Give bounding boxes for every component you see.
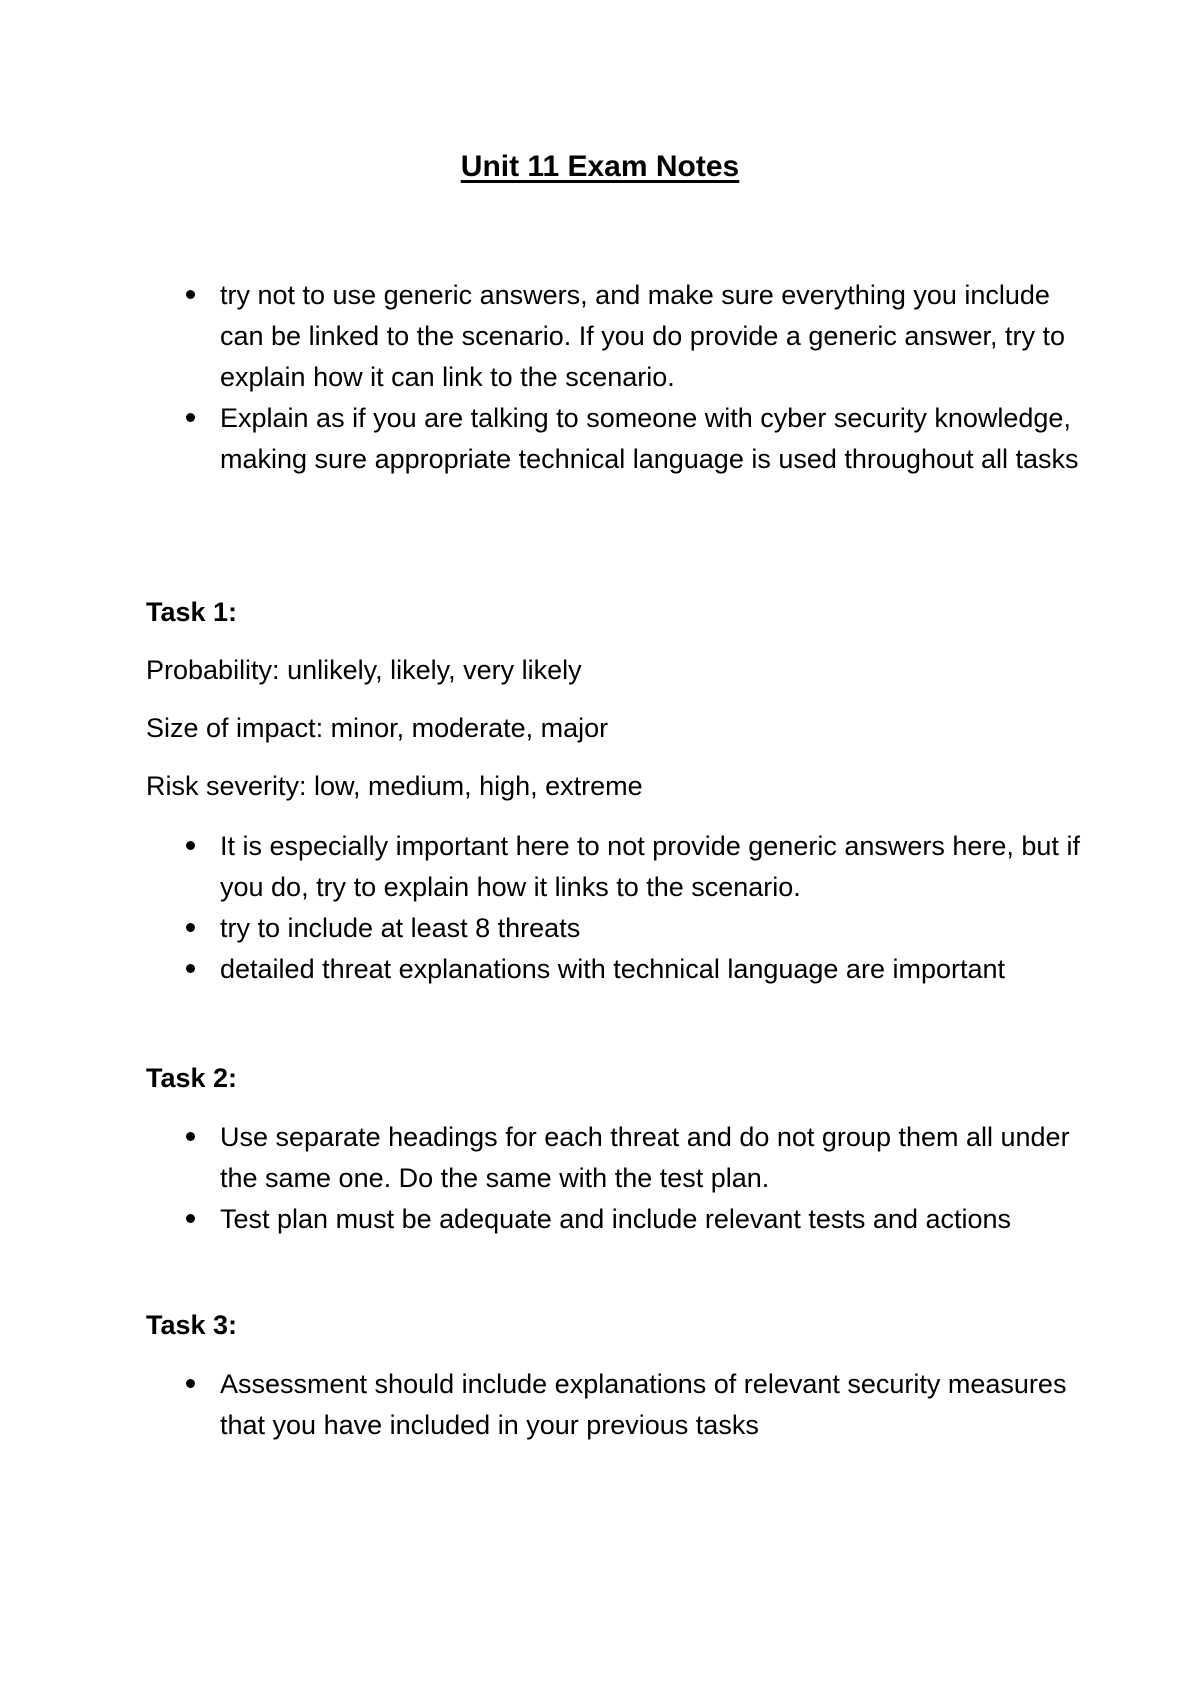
list-item bbox=[178, 398, 1100, 480]
bullet-text: detailed threat explanations with technical language are important bbox=[220, 954, 1006, 984]
task3-bullet-list bbox=[178, 1364, 1078, 1446]
bullet-text: Test plan must be adequate and include relevant tests and actions bbox=[220, 1204, 1012, 1234]
bullet-text: Use separate headings for each threat and do not group them all under the same one. Do the same with the test plan. bbox=[220, 1122, 1070, 1193]
task2-heading: Task 2: bbox=[146, 1063, 238, 1093]
bullet-icon bbox=[186, 841, 195, 850]
list-item bbox=[178, 949, 1050, 990]
task1-line-impact: Size of impact: minor, moderate, major bbox=[146, 713, 609, 743]
task1-bullet-list bbox=[178, 826, 1078, 990]
list-item bbox=[178, 1364, 1080, 1446]
bullet-icon bbox=[186, 964, 195, 973]
bullet-icon bbox=[186, 413, 195, 422]
task3-heading: Task 3: bbox=[146, 1310, 238, 1340]
page-title: Unit 11 Exam Notes bbox=[460, 150, 740, 183]
list-item bbox=[178, 1199, 1050, 1240]
bullet-icon bbox=[186, 1132, 195, 1141]
intro-bullet-list bbox=[178, 275, 1078, 480]
bullet-icon bbox=[186, 290, 195, 299]
bullet-text: It is especially important here to not provide generic answers here, but if you do, try to explain how it links to the scenario. bbox=[220, 831, 1080, 902]
task1-heading: Task 1: bbox=[146, 597, 238, 627]
task2-bullet-list bbox=[178, 1117, 1078, 1240]
list-item bbox=[178, 826, 1080, 908]
bullet-text: Assessment should include explanations of relevant security measures that you have included in your previous tasks bbox=[220, 1369, 1067, 1440]
list-item bbox=[178, 275, 1080, 398]
bullet-icon bbox=[186, 1214, 195, 1223]
list-item bbox=[178, 908, 1078, 949]
task1-line-probability: Probability: unlikely, likely, very likely bbox=[146, 655, 582, 685]
bullet-text: try not to use generic answers, and make sure everything you include can be linked to the scenario. If you do provide a generic answer, try to explain how it can link to the scenario. bbox=[220, 280, 1065, 392]
list-item bbox=[178, 1117, 1090, 1199]
bullet-text: try to include at least 8 threats bbox=[220, 913, 581, 943]
task1-line-severity: Risk severity: low, medium, high, extreme bbox=[146, 771, 643, 801]
bullet-icon bbox=[186, 923, 195, 932]
bullet-text: Explain as if you are talking to someone with cyber security knowledge, making sure appropriate technical language is used throughout all tasks bbox=[220, 403, 1079, 474]
bullet-icon bbox=[186, 1379, 195, 1388]
